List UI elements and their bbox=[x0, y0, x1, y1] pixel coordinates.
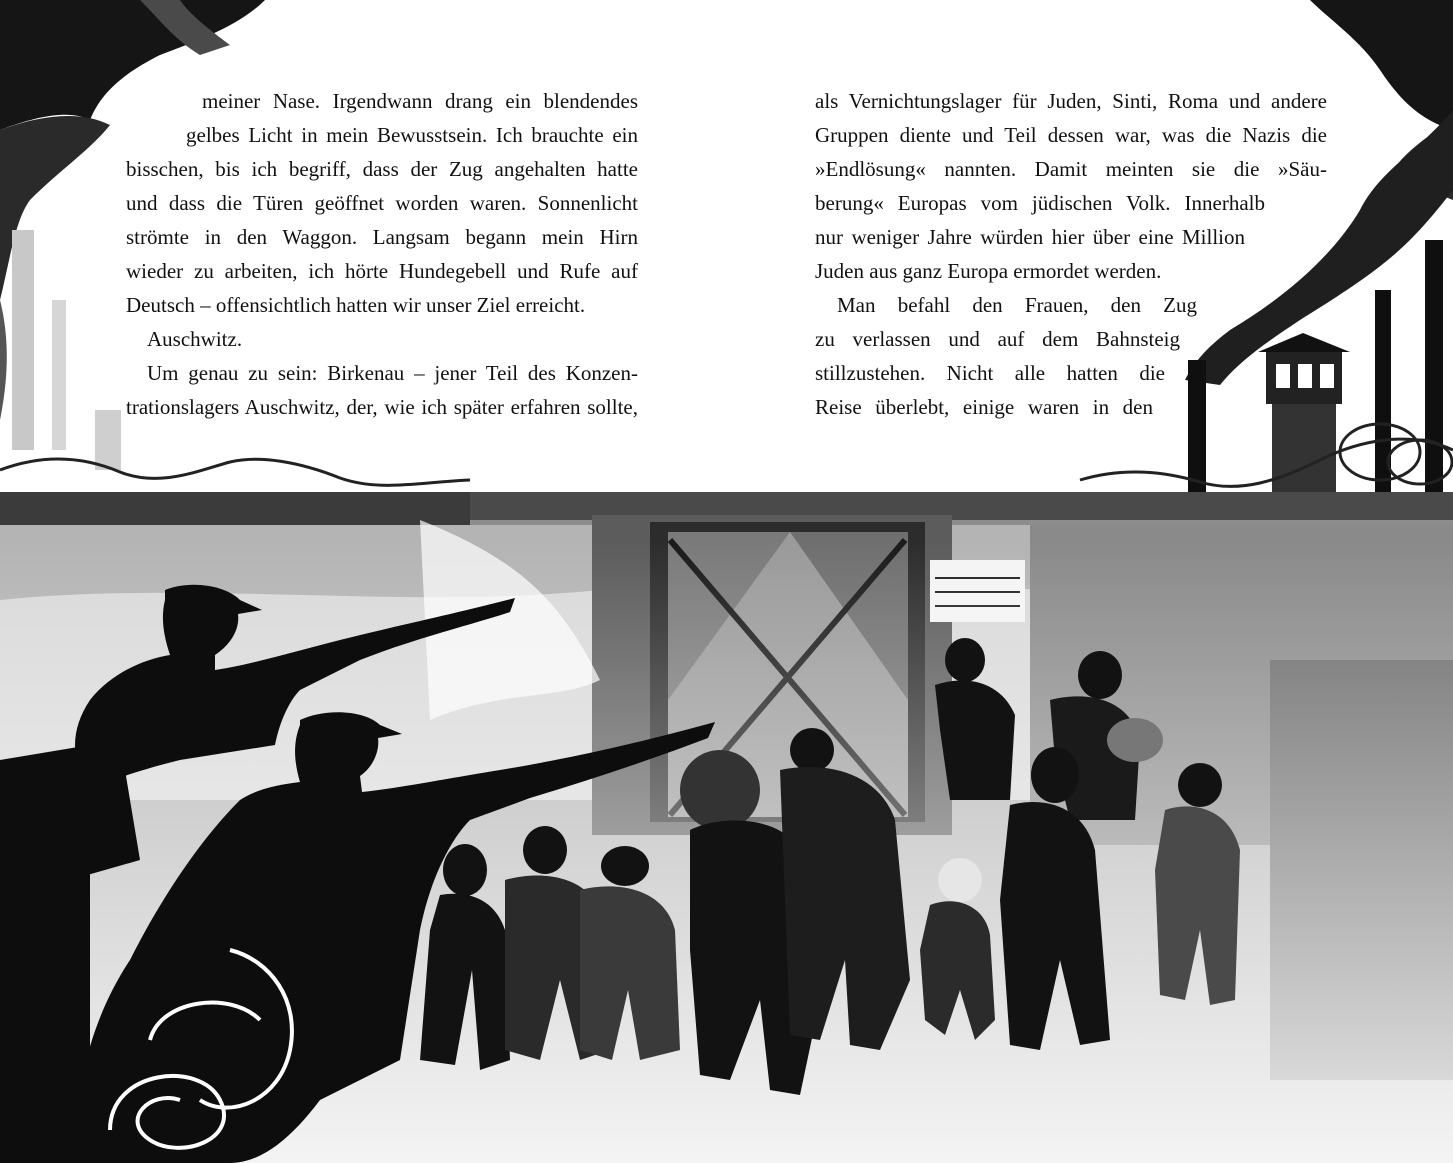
text-line: nur weniger Jahre würden hier über eine Million bbox=[815, 225, 1245, 249]
text-line: Auschwitz. bbox=[147, 327, 243, 351]
text-line: und dass die Türen geöffnet worden waren. Sonnenlicht bbox=[126, 191, 638, 215]
text-line: Um genau zu sein: Birkenau – jener Teil des Konzen- bbox=[147, 361, 638, 385]
barbed-wire-icon bbox=[0, 424, 1453, 486]
text-line: strömte in den Waggon. Langsam begann mein Hirn bbox=[126, 225, 638, 249]
text-line: Deutsch – offensichtlich hatten wir unser Ziel erreicht. bbox=[126, 293, 586, 317]
text-line: Juden aus ganz Europa ermordet werden. bbox=[815, 259, 1162, 283]
text-line: zu verlassen und auf dem Bahnsteig bbox=[815, 327, 1180, 351]
text-line: bisschen, bis ich begriff, dass der Zug angehalten hatte bbox=[126, 157, 638, 181]
text-line: Gruppen diente und Teil dessen war, was die Nazis die bbox=[815, 123, 1327, 147]
right-text-column bbox=[815, 84, 1327, 424]
text-line: meiner Nase. Irgendwann drang ein blendendes bbox=[202, 89, 638, 113]
text-line: Reise überlebt, einige waren in den bbox=[815, 395, 1153, 419]
text-line: gelbes Licht in mein Bewusstsein. Ich brauchte ein bbox=[186, 123, 638, 147]
text-line: berung« Europas vom jüdischen Volk. Innerhalb bbox=[815, 191, 1265, 215]
text-line: stillzustehen. Nicht alle hatten die bbox=[815, 361, 1165, 385]
text-line: Man befahl den Frauen, den Zug bbox=[837, 293, 1197, 317]
smokestack-icon bbox=[12, 230, 121, 470]
text-line: trationslagers Auschwitz, der, wie ich später erfahren sollte, bbox=[126, 395, 638, 419]
text-line: wieder zu arbeiten, ich hörte Hundegebell und Rufe auf bbox=[126, 259, 638, 283]
text-line: »Endlösung« nannten. Damit meinten sie die »Säu- bbox=[815, 157, 1327, 181]
left-text-column bbox=[126, 84, 638, 424]
text-line: als Vernichtungslager für Juden, Sinti, Roma und andere bbox=[815, 89, 1327, 113]
